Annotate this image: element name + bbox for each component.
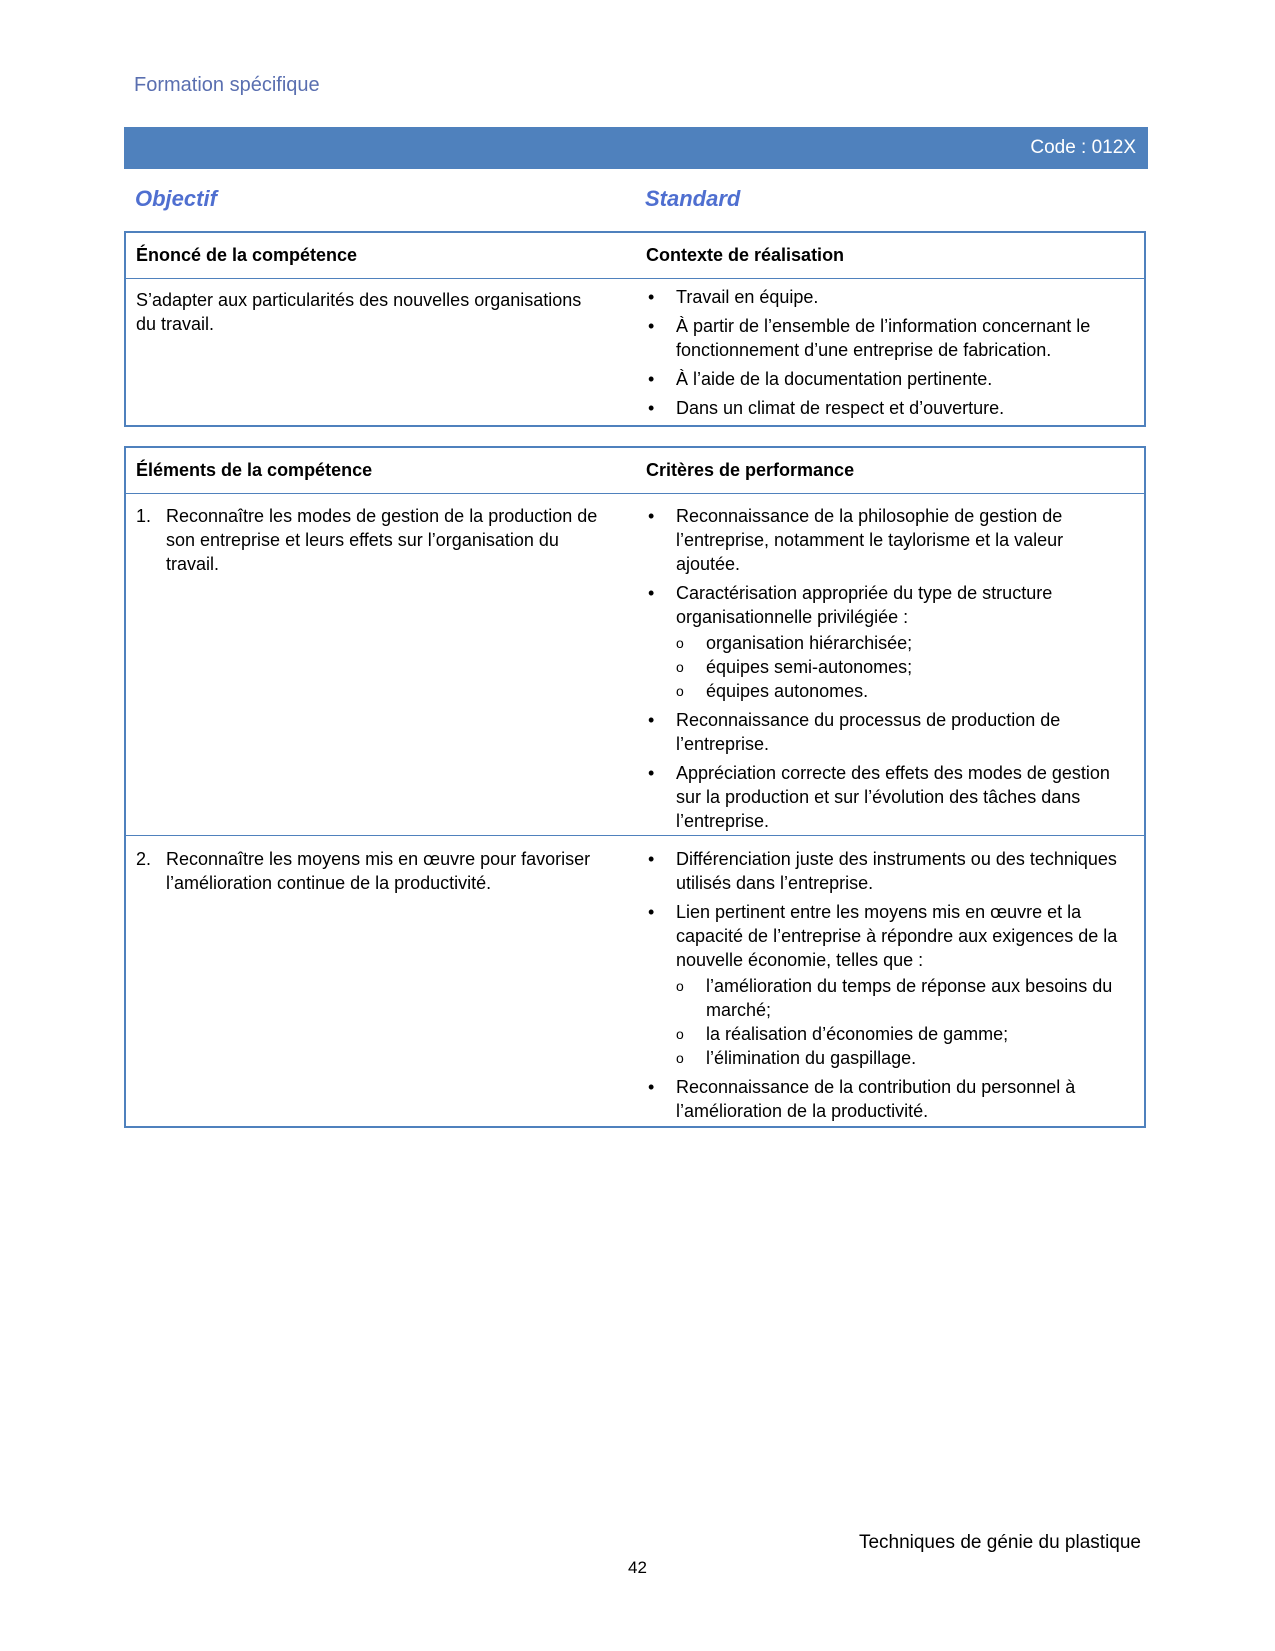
- list-item: [646, 847, 1126, 895]
- bullet-icon: •: [648, 763, 655, 783]
- critere-text: Caractérisation appropriée du type de structure organisationnelle privilégiée :: [676, 583, 1053, 627]
- competence-table-header: [126, 233, 1144, 279]
- circle-bullet-icon: o: [676, 1026, 684, 1042]
- element-text: Reconnaître les modes de gestion de la production de son entreprise et leurs effets sur l’organisation du travail.: [166, 506, 598, 574]
- critere-text: Différenciation juste des instruments ou des techniques utilisés dans l’entreprise.: [676, 849, 1117, 893]
- elements-table: [124, 446, 1146, 1128]
- section-title: Formation spécifique: [134, 74, 320, 96]
- sub-list: [676, 631, 1126, 703]
- code-band: [124, 127, 1148, 169]
- critere-text: Reconnaissance de la philosophie de gestion de l’entreprise, notamment le taylorisme et la valeur ajoutée.: [676, 506, 1064, 574]
- enonce-text: S’adapter aux particularités des nouvelles organisations du travail.: [136, 290, 582, 334]
- row-divider: [126, 835, 1144, 836]
- sub-list: [676, 974, 1126, 1070]
- sub-item-text: l’amélioration du temps de réponse aux besoins du marché;: [706, 976, 1113, 1020]
- criteres-list: [646, 504, 1126, 838]
- bullet-icon: •: [648, 316, 655, 336]
- list-item: [646, 285, 1126, 309]
- contexte-column-header: Contexte de réalisation: [646, 245, 845, 265]
- sub-list-item: [676, 631, 1126, 655]
- element-number: 1.: [136, 506, 152, 526]
- bullet-icon: •: [648, 902, 655, 922]
- sub-item-text: organisation hiérarchisée;: [706, 633, 913, 653]
- list-item: [646, 761, 1126, 833]
- sub-item-text: la réalisation d’économies de gamme;: [706, 1024, 1009, 1044]
- contexte-item-text: À partir de l’ensemble de l’information concernant le fonctionnement d’une entreprise de fabrication.: [676, 316, 1091, 360]
- bullet-icon: •: [648, 1077, 655, 1097]
- circle-bullet-icon: o: [676, 683, 684, 699]
- criteres-column-header: Critères de performance: [646, 460, 855, 480]
- sub-list-item: [676, 679, 1126, 703]
- list-item: [646, 900, 1126, 1070]
- contexte-item-text: Dans un climat de respect et d’ouverture.: [676, 398, 1005, 418]
- list-item: [646, 396, 1126, 420]
- bullet-icon: •: [648, 849, 655, 869]
- list-item: [646, 314, 1126, 362]
- list-item: [646, 367, 1126, 391]
- bullet-icon: •: [648, 583, 655, 603]
- element-text: Reconnaître les moyens mis en œuvre pour favoriser l’amélioration continue de la productivité.: [166, 849, 591, 893]
- elements-column-header: Éléments de la compétence: [136, 460, 373, 480]
- circle-bullet-icon: o: [676, 635, 684, 651]
- bullet-icon: •: [648, 506, 655, 526]
- list-item: [646, 504, 1126, 576]
- contexte-item-text: Travail en équipe.: [676, 287, 819, 307]
- list-item: [646, 1075, 1126, 1123]
- bullet-icon: •: [648, 398, 655, 418]
- standard-heading: Standard: [645, 186, 741, 211]
- bullet-icon: •: [648, 369, 655, 389]
- sub-list-item: [676, 655, 1126, 679]
- list-item: [646, 581, 1126, 703]
- sub-list-item: [676, 1022, 1126, 1046]
- bullet-icon: •: [648, 287, 655, 307]
- critere-text: Reconnaissance de la contribution du personnel à l’amélioration de la productivité.: [676, 1077, 1076, 1121]
- critere-text: Reconnaissance du processus de production de l’entreprise.: [676, 710, 1061, 754]
- sub-item-text: équipes semi-autonomes;: [706, 657, 913, 677]
- contexte-item-text: À l’aide de la documentation pertinente.: [676, 369, 993, 389]
- list-item: [646, 708, 1126, 756]
- competence-table: [124, 231, 1146, 427]
- circle-bullet-icon: o: [676, 978, 684, 994]
- sub-item-text: équipes autonomes.: [706, 681, 869, 701]
- critere-text: Appréciation correcte des effets des modes de gestion sur la production et sur l’évolution des tâches dans l’entreprise.: [676, 763, 1110, 831]
- elements-table-header: [126, 448, 1144, 494]
- circle-bullet-icon: o: [676, 659, 684, 675]
- code-label: Code : 012X: [1030, 137, 1136, 158]
- contexte-list: [646, 285, 1126, 425]
- page-number: 42: [628, 1558, 647, 1577]
- critere-text: Lien pertinent entre les moyens mis en œuvre et la capacité de l’entreprise à répondre aux exigences de la nouvelle économie, telles que :: [676, 902, 1118, 970]
- sub-item-text: l’élimination du gaspillage.: [706, 1048, 917, 1068]
- footer-program-title: Techniques de génie du plastique: [858, 1532, 1141, 1553]
- element-item: [136, 847, 606, 895]
- circle-bullet-icon: o: [676, 1050, 684, 1066]
- element-number: 2.: [136, 849, 152, 869]
- bullet-icon: •: [648, 710, 655, 730]
- sub-list-item: [676, 1046, 1126, 1070]
- criteres-list: [646, 847, 1126, 1128]
- sub-list-item: [676, 974, 1126, 1022]
- enonce-column-header: Énoncé de la compétence: [136, 245, 358, 265]
- element-item: [136, 504, 606, 576]
- objectif-heading: Objectif: [135, 186, 217, 211]
